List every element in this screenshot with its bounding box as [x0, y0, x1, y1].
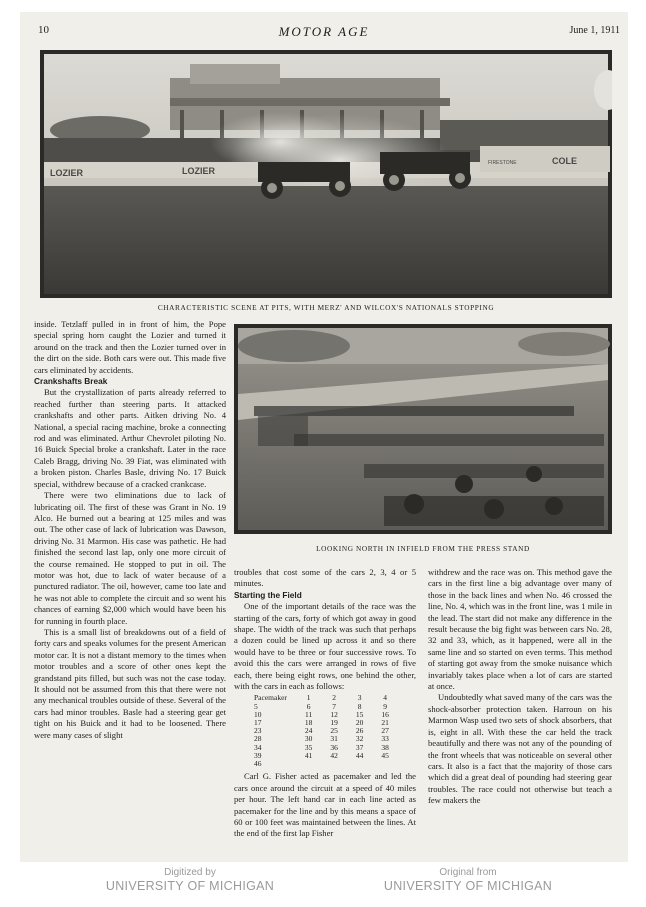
- subhead-crankshafts-break: Crankshafts Break: [34, 376, 108, 387]
- col1-paragraph-2: But the crystallization of parts already referred to reached further than steering parts. It attacked crankshafts and other parts. Aitken driving No. 4 National, a special racing machine, broke a connecting rod and was eliminated. Arthur Chevrolet piloting No. 16 Buick Special broke a crankshaft. Later in the race Caleb Bragg, driving No. 39 Fiat, was eliminated with a broken piston. Charles Basle, driving No. 17 Buick special, withdrew because of a cracked crankcase.: [34, 387, 226, 489]
- original-from-institution: UNIVERSITY OF MICHIGAN: [383, 879, 553, 893]
- table-row: Pacemaker 1 2 3 4: [254, 693, 388, 703]
- magazine-title: MOTOR AGE: [278, 24, 370, 39]
- footer-digitized: [90, 866, 290, 893]
- page-header: [20, 12, 628, 44]
- table-row: 5 6 7 8 9: [254, 701, 388, 711]
- subhead-starting-the-field: Starting the Field: [234, 589, 302, 600]
- sign-lozier-right: LOZIER: [182, 166, 215, 176]
- text-column-1: [34, 319, 226, 741]
- col2-paragraph-3: Carl G. Fisher acted as pacemaker and led the cars once around the circuit at a speed of 40 miles per hour. The left hand car in each line acted as pacemaker for the line and by this means a space of 60 or 100 feet was maintained between the lines. At the end of the first lap Fisher: [234, 771, 416, 839]
- starting-lineup-table: [254, 694, 389, 768]
- table-row: 39 41 42 44 45: [254, 750, 389, 760]
- text-column-3: [428, 567, 612, 807]
- col3-paragraph-1: withdrew and the race was on. This method gave the cars in the first line a big advantage over many of those in the back lines and when No. 46 crossed the line, No. 4, which was in the front line, was 1 mile in the lead. The start did not make any difference in the result because the big fight was between cars No. 28, 32 and 33, which, as it happened, were all in the same line and so started on even terms. This method of starting got away from the smoke nuisance which invariably takes place when a lot of cars are started at once.: [428, 567, 612, 692]
- digitized-by-institution: UNIVERSITY OF MICHIGAN: [105, 879, 275, 893]
- top-photo-caption: CHARACTERISTIC SCENE AT PITS, WITH MERZ' AND WILCOX'S NATIONALS STOPPING: [157, 303, 495, 312]
- infield-photo: [234, 324, 612, 534]
- table-row: 34 35 36 37 38: [254, 742, 389, 752]
- sign-firestone: FIRESTONE: [488, 160, 517, 166]
- col2-paragraph-1: troubles that cost some of the cars 2, 3, 4 or 5 minutes.: [234, 567, 416, 589]
- issue-date: June 1, 1911: [569, 25, 620, 36]
- infield-photo-caption: LOOKING NORTH IN INFIELD FROM THE PRESS STAND: [316, 544, 530, 553]
- table-row: 10 11 12 15 16: [254, 709, 389, 719]
- sign-lozier-left: LOZIER: [50, 168, 83, 178]
- col1-paragraph-4: This is a small list of breakdowns out of a field of forty cars and speaks volumes for the present American motor car. It is not a distant memory to the times when motor troubles and a score of other ones kept the grandstand pits filled, but such was not the case today. It should not be assumed from this that there were not any mechanical troubles outside of these. Several of the cars had minor troubles. Basle had a steering gear get tight on his Buick and it had to be loosened. There were many cases of slight: [34, 626, 226, 740]
- col2-paragraph-2: One of the important details of the race was the starting of the cars, forty of which got away in good shape. The width of the track was such that perhaps a dozen could be lined up across it and so there would have to be three or four successive rows. To avoid this the cars were arranged in rows of five each, there being eight rows, one behind the other, with the cars in each as follows:: [234, 601, 416, 692]
- table-row: 23 24 25 26 27: [254, 726, 389, 736]
- magazine-page: [20, 12, 628, 862]
- col1-paragraph-3: There were two eliminations due to lack of lubricating oil. The first of these was Grant in No. 19 Alco. He burned out a bearing at 125 miles and was out. The other case of lack of lubrication was Dawson, driving No. 31 Marmon. His case was pathetic. He had finished the second last lap, only one more circuit of the course remained. He stopped to put in oil. The motor was hot, due to lack of water because of a punctured radiator. The oil, however, came too late and he was not able to complete the circuit and so went his chances of earning $2,000 which would have been his for running in fourth place.: [34, 490, 226, 626]
- original-from-label: Original from: [439, 867, 497, 878]
- col3-paragraph-2: Undoubtedly what saved many of the cars was the shock-absorber protection taken. Harroun on his Marmon Wasp used two sets of shock absorbers, that is, eight in all. With these the car held the track beautifully and there was not any of the pounding of the front wheels that was noticeable on several other cars. It also is a fact that the majority of those cars which did a great deal of pounding had steering gear troubles. The race could not otherwise but teach a few makers the: [428, 692, 612, 806]
- text-column-2: [234, 567, 416, 840]
- table-row: 46: [254, 759, 262, 769]
- table-row: 28 30 31 32 33: [254, 734, 389, 744]
- page-number: 10: [38, 24, 49, 36]
- pit-scene-photo: [40, 50, 612, 298]
- col1-paragraph-1: inside. Tetzlaff pulled in in front of him, the Pope special spring horn caught the Lozier and turned it around on the track and then the Lozier turned over in the dirt on the side. Both cars were out. This made five cars eliminated by accidents.: [34, 319, 226, 375]
- footer-original: [368, 866, 568, 893]
- sign-cole: COLE: [552, 156, 578, 166]
- table-row: 17 18 19 20 21: [254, 718, 389, 728]
- digitized-by-label: Digitized by: [164, 867, 216, 878]
